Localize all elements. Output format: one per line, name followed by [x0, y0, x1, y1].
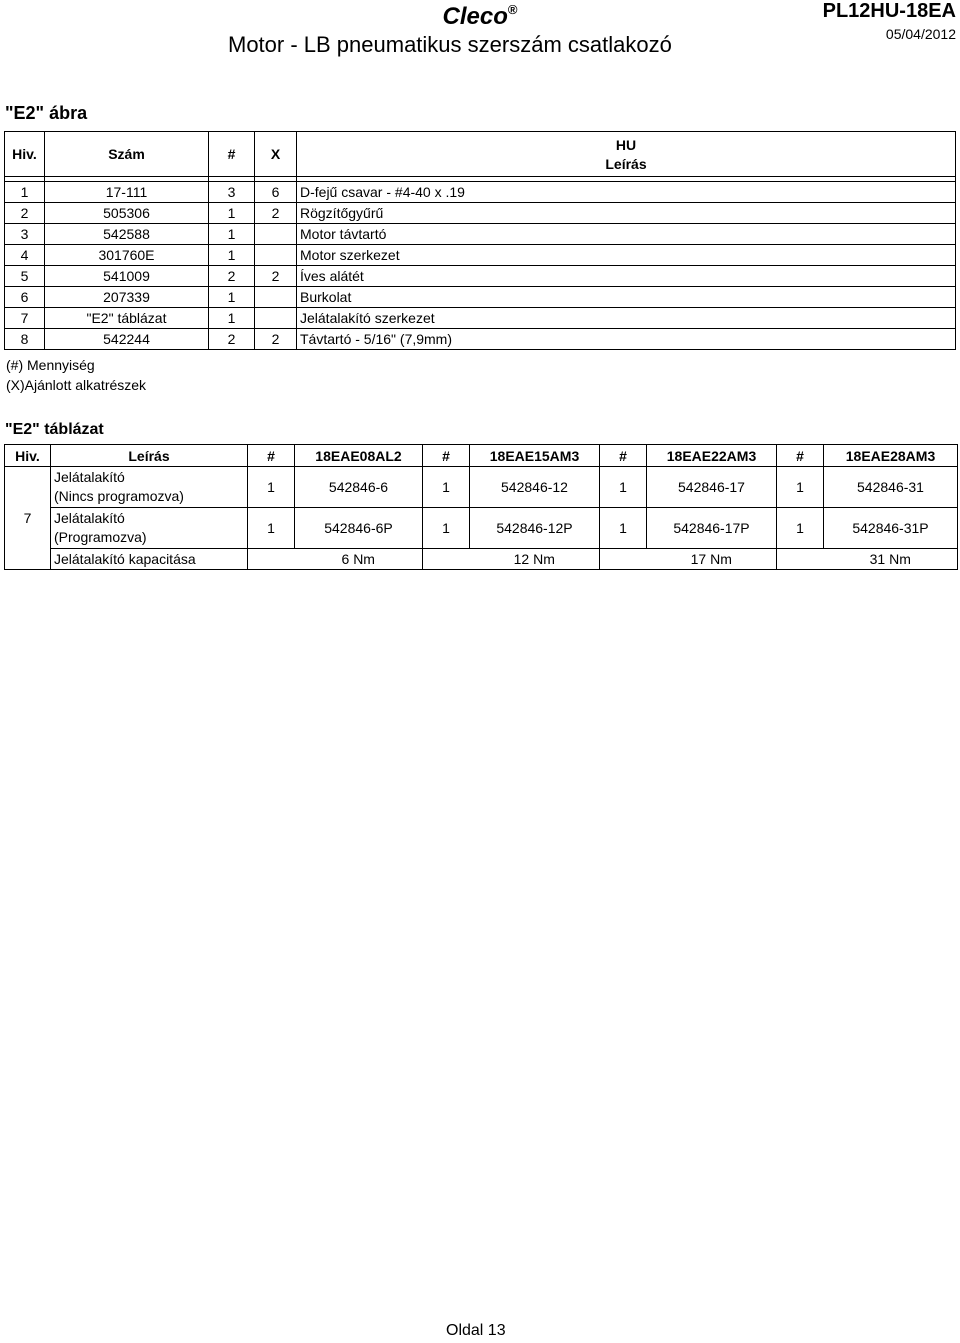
header-qty-4: # — [777, 445, 824, 467]
header-szam: Szám — [45, 132, 209, 177]
document-code: PL12HU-18EA — [822, 0, 956, 22]
row-x — [255, 245, 297, 266]
row-part-1: 542846-6P — [295, 508, 423, 549]
table-row — [5, 308, 956, 329]
row-qty-1: 1 — [248, 508, 295, 549]
header-hiv: Hiv. — [5, 132, 45, 177]
parts-table — [4, 131, 956, 350]
row-szam: 301760E — [45, 245, 209, 266]
row-qty-3: 1 — [600, 508, 647, 549]
header-language: HU — [615, 136, 637, 153]
row-part-2: 542846-12P — [470, 508, 600, 549]
row-hiv: 4 — [5, 245, 45, 266]
row-hiv: 2 — [5, 203, 45, 224]
header-model-1: 18EAE08AL2 — [295, 445, 423, 467]
row-szam: 17-111 — [45, 182, 209, 203]
row-x: 2 — [255, 266, 297, 287]
row-szam: 542244 — [45, 329, 209, 350]
row-desc-line2: (Nincs programozva) — [54, 488, 184, 504]
header-model-3: 18EAE22AM3 — [647, 445, 777, 467]
header-leiras: Leírás — [605, 155, 647, 172]
header-x: X — [255, 132, 297, 177]
row-qty-1: 1 — [248, 467, 295, 508]
header-qty-3: # — [600, 445, 647, 467]
table-row — [5, 287, 956, 308]
legend — [6, 355, 146, 395]
capacity-spacer — [777, 549, 824, 570]
row-x: 2 — [255, 203, 297, 224]
header-qty-2: # — [423, 445, 470, 467]
row-hiv: 1 — [5, 182, 45, 203]
row-desc: Motor szerkezet — [297, 245, 956, 266]
row-qty: 2 — [209, 266, 255, 287]
row-part-4: 542846-31 — [824, 467, 958, 508]
row-qty-2: 1 — [423, 467, 470, 508]
transducer-table — [4, 444, 958, 570]
row-x: 6 — [255, 182, 297, 203]
capacity-2: 12 Nm — [470, 549, 600, 570]
row-desc: Íves alátét — [297, 266, 956, 287]
parts-header-row — [5, 132, 956, 177]
row-hiv: 7 — [5, 467, 51, 570]
table-row — [5, 182, 956, 203]
table-title: "E2" táblázat — [5, 421, 104, 438]
row-x — [255, 287, 297, 308]
row-desc: Motor távtartó — [297, 224, 956, 245]
row-part-2: 542846-12 — [470, 467, 600, 508]
figure-title: "E2" ábra — [5, 103, 88, 123]
row-desc-line2: (Programozva) — [54, 529, 147, 545]
row-qty: 1 — [209, 203, 255, 224]
transducer-header-row — [5, 445, 958, 467]
header-leiras: Leírás — [51, 445, 248, 467]
capacity-3: 17 Nm — [647, 549, 777, 570]
row-qty-4: 1 — [777, 467, 824, 508]
page-number: Oldal 13 — [446, 1322, 506, 1339]
capacity-spacer — [248, 549, 295, 570]
row-szam: 207339 — [45, 287, 209, 308]
table-row — [5, 224, 956, 245]
row-qty-2: 1 — [423, 508, 470, 549]
row-qty: 2 — [209, 329, 255, 350]
capacity-label: Jelátalakító kapacitása — [51, 549, 248, 570]
table-row — [5, 329, 956, 350]
row-part-3: 542846-17P — [647, 508, 777, 549]
table-row — [5, 467, 958, 508]
row-qty: 1 — [209, 245, 255, 266]
row-hiv: 5 — [5, 266, 45, 287]
row-desc: D-fejű csavar - #4-40 x .19 — [297, 182, 956, 203]
header-model-2: 18EAE15AM3 — [470, 445, 600, 467]
row-qty-4: 1 — [777, 508, 824, 549]
table-row — [5, 203, 956, 224]
row-x: 2 — [255, 329, 297, 350]
header-model-4: 18EAE28AM3 — [824, 445, 958, 467]
row-qty: 1 — [209, 308, 255, 329]
header-qty: # — [209, 132, 255, 177]
registered-mark: ® — [507, 2, 518, 17]
row-qty: 3 — [209, 182, 255, 203]
brand-logo — [420, 2, 540, 31]
row-desc: Rögzítőgyűrű — [297, 203, 956, 224]
table-row — [5, 245, 956, 266]
header-qty-1: # — [248, 445, 295, 467]
row-hiv: 8 — [5, 329, 45, 350]
row-part-3: 542846-17 — [647, 467, 777, 508]
document-date: 05/04/2012 — [885, 26, 956, 42]
row-szam: 505306 — [45, 203, 209, 224]
row-hiv: 6 — [5, 287, 45, 308]
row-hiv: 7 — [5, 308, 45, 329]
row-desc: Jelátalakító szerkezet — [297, 308, 956, 329]
document-subtitle: Motor - LB pneumatikus szerszám csatlakozó — [228, 32, 672, 57]
capacity-1: 6 Nm — [295, 549, 423, 570]
capacity-4: 31 Nm — [824, 549, 958, 570]
row-part-1: 542846-6 — [295, 467, 423, 508]
row-desc: Távtartó - 5/16" (7,9mm) — [297, 329, 956, 350]
row-desc — [51, 467, 248, 508]
row-desc-line1: Jelátalakító — [54, 469, 125, 485]
row-qty: 1 — [209, 287, 255, 308]
row-desc-line1: Jelátalakító — [54, 510, 125, 526]
row-hiv: 3 — [5, 224, 45, 245]
row-qty-3: 1 — [600, 467, 647, 508]
header-description — [297, 132, 956, 177]
table-row — [5, 266, 956, 287]
row-szam: "E2" táblázat — [45, 308, 209, 329]
row-desc — [51, 508, 248, 549]
capacity-row — [5, 549, 958, 570]
legend-quantity: (#) Mennyiség — [6, 357, 95, 373]
capacity-spacer — [423, 549, 470, 570]
header-hiv: Hiv. — [5, 445, 51, 467]
row-desc: Burkolat — [297, 287, 956, 308]
row-x — [255, 308, 297, 329]
table-row — [5, 508, 958, 549]
brand-name: Cleco — [442, 3, 508, 30]
row-szam: 541009 — [45, 266, 209, 287]
row-x — [255, 224, 297, 245]
row-szam: 542588 — [45, 224, 209, 245]
row-part-4: 542846-31P — [824, 508, 958, 549]
row-qty: 1 — [209, 224, 255, 245]
capacity-spacer — [600, 549, 647, 570]
legend-recommended: (X)Ajánlott alkatrészek — [6, 377, 147, 393]
